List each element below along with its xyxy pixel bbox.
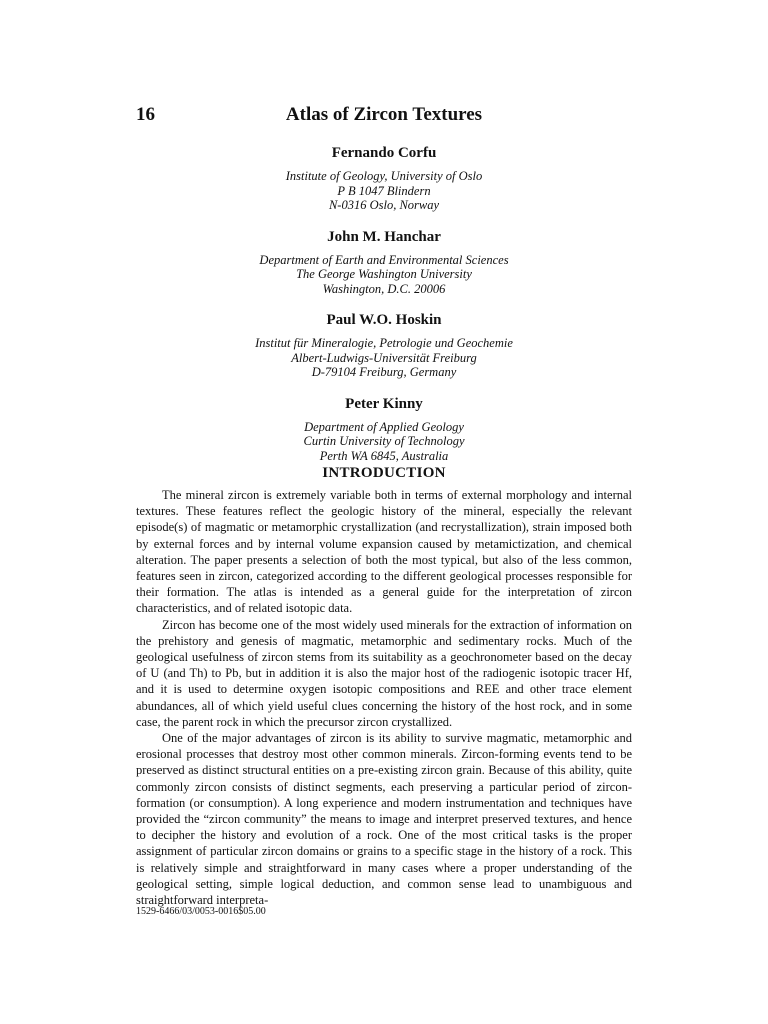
author-block (0, 310, 768, 380)
chapter-title: Atlas of Zircon Textures (285, 104, 483, 125)
footer-code: 1529-6466/03/0053-0016$05.00 (136, 906, 266, 917)
paragraph: One of the major advantages of zircon is its ability to survive magmatic, metamorphic and erosional processes that destroy most other common minerals. Zircon-forming events tend to be preserved as distinct structural entities on a pre-existing zircon grain. Because of this ability, quite commonly zircon consists of distinct segments, each preserving a particular period of zircon-formation (or consumption). A long experience and modern instrumentation and techniques have provided the “zircon community” the means to image and interpret preserved textures, and hence to decipher the history and evolution of a rock. One of the most critical tasks is the proper assignment of particular zircon domains or grains to a specific stage in the history of a rock. This is relatively simple and straightforward in many cases where a proper understanding of the geological setting, simple logical deduction, and common sense lead to unambiguous and straightforward interpreta- (136, 731, 632, 908)
affiliation-line: P B 1047 Blindern (337, 183, 431, 198)
section-heading: INTRODUCTION (322, 465, 446, 481)
affiliation-line: Department of Applied Geology (304, 419, 464, 434)
author-name: Paul W.O. Hoskin (326, 312, 442, 328)
affiliation-line: D-79104 Freiburg, Germany (311, 365, 457, 379)
author-name: Peter Kinny (345, 395, 423, 412)
paragraph: Zircon has become one of the most widely used minerals for the extraction of information on the prehistory and genesis of magmatic, metamorphic and sedimentary rocks. Much of the geological usefulness of zircon stems from its suitability as a geochronometer based on the decay of U (and Th) to Pb, but in addition it is also the major host of the radiogenic isotopic tracer Hf, and it is used to determine oxygen isotopic compositions and REE and other trace element abundances, all of which yield useful clues concerning the history of the host rock, and in some case, the parent rock in which the precursor zircon crystallized. (136, 617, 632, 729)
affiliation-line: The George Washington University (296, 267, 472, 281)
affiliation-line: N-0316 Oslo, Norway (328, 198, 440, 212)
chapter-number: 16 (136, 104, 155, 125)
affiliation-line: Institute of Geology, University of Oslo (285, 169, 483, 183)
affiliation-line: Albert-Ludwigs-Universität Freiburg (291, 350, 477, 365)
author-block (0, 394, 768, 464)
author-block (0, 227, 768, 297)
author-block (0, 143, 768, 213)
body-text (136, 487, 632, 908)
author-name: Fernando Corfu (331, 145, 437, 161)
author-list (0, 143, 768, 463)
affiliation-line: Institut für Mineralogie, Petrologie und Geochemie (255, 336, 513, 350)
affiliation-line: Washington, D.C. 20006 (322, 281, 446, 296)
affiliation-line: Department of Earth and Environmental Sciences (259, 252, 509, 267)
affiliation-line: Perth WA 6845, Australia (319, 448, 449, 463)
paragraph: The mineral zircon is extremely variable both in terms of external morphology and internal textures. These features reflect the geologic history of the mineral, especially the relevant episode(s) of magmatic or metamorphic crystallization (and recrystallization), strain imposed both by external forces and by internal volume expansion caused by metamictization, and chemical alteration. The paper presents a selection of both the most typical, but also of the less common, features seen in zircon, categorized according to the different geological processes responsible for their formation. The atlas is intended as a general guide for the interpretation of zircon characteristics, and of related isotopic data. (136, 488, 632, 616)
author-name: John M. Hanchar (327, 228, 441, 245)
affiliation-line: Curtin University of Technology (303, 434, 465, 448)
